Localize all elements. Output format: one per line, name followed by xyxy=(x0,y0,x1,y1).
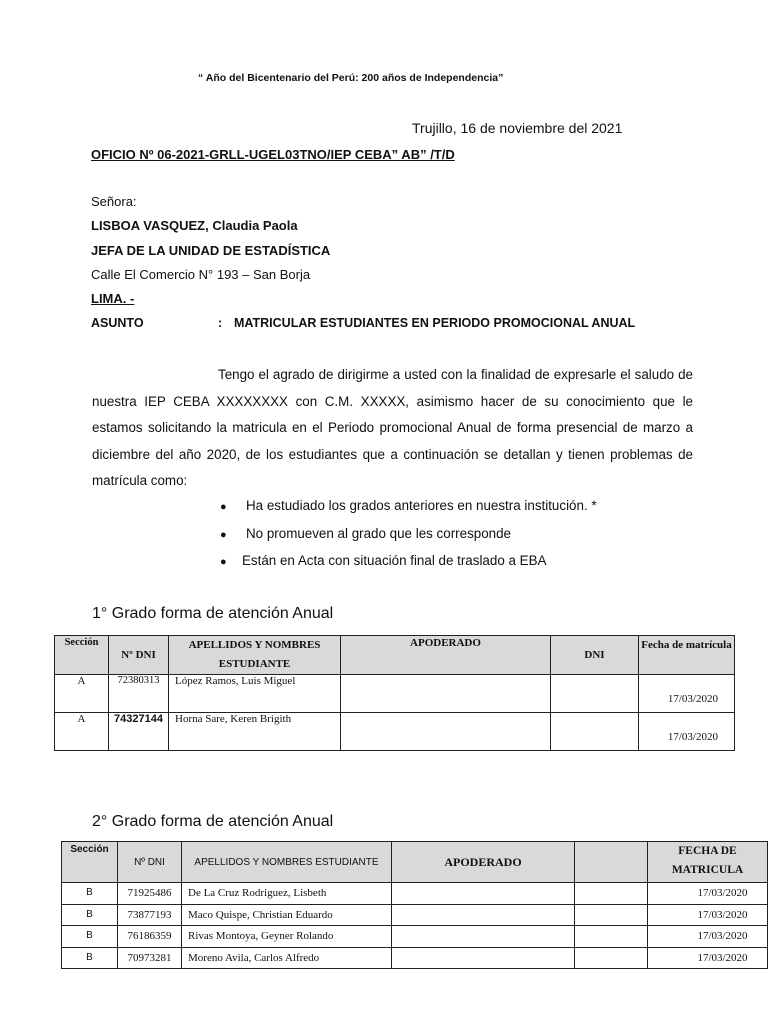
table-row: A 72380313 López Ramos, Luis Miguel 17/03/2020 xyxy=(55,675,735,713)
bullet-item: ● No promueven al grado que les corresponde xyxy=(220,523,597,551)
bullet-item: ● Están en Acta con situación final de traslado a EBA xyxy=(220,550,597,578)
salutation: Señora: xyxy=(91,194,137,209)
table-row: B 70973281 Moreno Avila, Carlos Alfredo 17/03/2020 xyxy=(62,947,768,969)
table-header-row xyxy=(55,636,735,675)
oficio-reference: OFICIO Nº 06-2021-GRLL-UGEL03TNO/IEP CEBA” AB” /T/D xyxy=(91,147,455,162)
bicentennial-motto: “ Año del Bicentenario del Perú: 200 años de Independencia” xyxy=(198,72,504,84)
asunto-label: ASUNTO xyxy=(91,316,144,330)
col-fecha: FECHA DE MATRICULA xyxy=(648,842,768,883)
col-seccion: Sección xyxy=(62,842,118,883)
table2-title: 2° Grado forma de atención Anual xyxy=(92,813,334,830)
bullet-item: ● Ha estudiado los grados anteriores en nuestra institución. * xyxy=(220,495,597,523)
first-grade-table xyxy=(54,635,735,751)
recipient-name: LISBOA VASQUEZ, Claudia Paola xyxy=(91,218,298,233)
bullet-icon: ● xyxy=(220,528,227,541)
table1-title: 1° Grado forma de atención Anual xyxy=(92,605,334,622)
asunto-colon: : xyxy=(218,316,223,330)
table-row: B 73877193 Maco Quispe, Christian Eduardo 17/03/2020 xyxy=(62,904,768,926)
col-dni: Nº DNI xyxy=(109,636,169,675)
col-nombre: APELLIDOS Y NOMBRES ESTUDIANTE xyxy=(182,842,392,883)
table-row: A 74327144 Horna Sare, Keren Brigith 17/03/2020 xyxy=(55,713,735,751)
body-paragraph-text: Tengo el agrado de dirigirme a usted con la finalidad de expresarle el saludo de nuestra IEP CEBA XXXXXXXX con C.M. XXXXX, asimismo hacer de su conocimiento que le estamos solicitando la matricula en el Periodo promocional Anual de forma presencial de marzo a diciembre del año 2020, de los estudiantes que a continuación se detallan y tienen problemas de matrícula como: xyxy=(92,367,693,488)
body-paragraph xyxy=(92,362,693,495)
col-dni: Nº DNI xyxy=(118,842,182,883)
col-dni-apoderado: DNI xyxy=(551,636,639,675)
col-nombre: APELLIDOS Y NOMBRES ESTUDIANTE xyxy=(169,636,341,675)
asunto-text: MATRICULAR ESTUDIANTES EN PERIODO PROMOCIONAL ANUAL xyxy=(234,316,636,330)
bullet-icon: ● xyxy=(220,556,227,568)
recipient-city: LIMA. - xyxy=(91,291,135,306)
table-row: B 76186359 Rivas Montoya, Geyner Rolando 17/03/2020 xyxy=(62,926,768,948)
col-fecha: Fecha de matrícula xyxy=(639,636,735,675)
recipient-position: JEFA DE LA UNIDAD DE ESTADÍSTICA xyxy=(91,243,331,258)
second-grade-table xyxy=(61,841,768,969)
bullet-list xyxy=(220,495,597,578)
table-header-row xyxy=(62,842,768,883)
col-extra xyxy=(575,842,648,883)
table-row: B 71925486 De La Cruz Rodriguez, Lisbeth 17/03/2020 xyxy=(62,883,768,905)
col-apoderado: APODERADO xyxy=(341,636,551,675)
place-and-date: Trujillo, 16 de noviembre del 2021 xyxy=(412,120,623,136)
recipient-address: Calle El Comercio N° 193 – San Borja xyxy=(91,267,311,282)
bullet-icon: ● xyxy=(220,501,227,513)
col-seccion: Sección xyxy=(55,636,109,675)
col-apoderado: APODERADO xyxy=(392,842,575,883)
